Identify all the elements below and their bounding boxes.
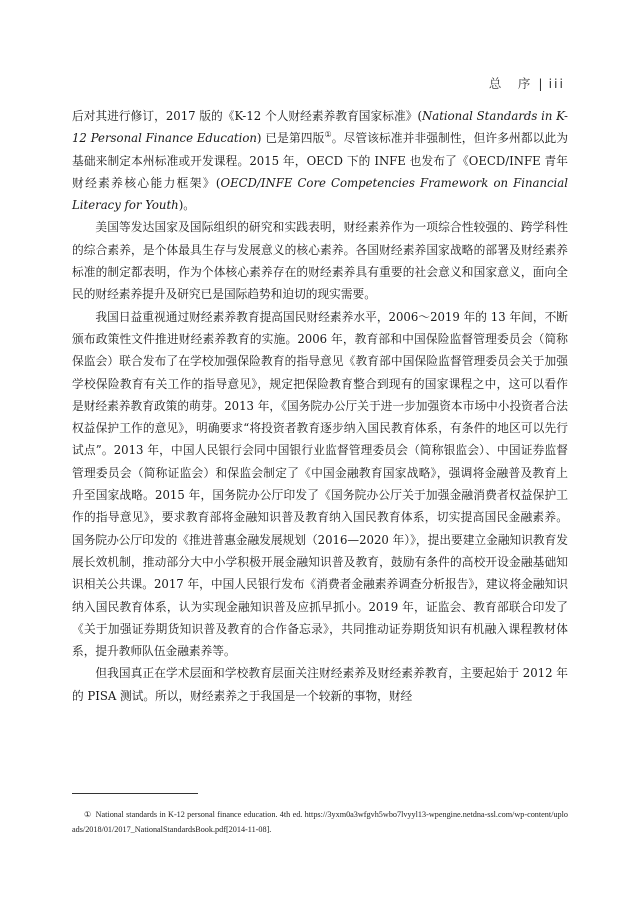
paragraph-1	[72, 105, 568, 216]
p1-text-d: 。尽管该标准并非强制性，但许多州都以此为基础来制定本州标准或开发课程。2015 年，OECD 下的 INFE 也发布了《OECD/INFE 青年财经素养核心能力框架》(	[72, 131, 569, 190]
running-header	[489, 74, 565, 92]
body-text	[72, 105, 568, 707]
header-separator: |	[538, 76, 543, 91]
p1-english-title-2: OECD/INFE Core Competencies Framework on Financial Literacy for Youth	[72, 175, 568, 213]
paragraph-2: 美国等发达国家及国际组织的研究和实践表明，财经素养作为一项综合性较强的、跨学科性的综合素养，是个体最具生存与发展意义的核心素养。各国财经素养国家战略的部署及财经素养标准的制定都表明，作为个体核心素养存在的财经素养具有重要的社会意义和国家意义，面向全民的财经素养提升及研究已是国际趋势和迫切的现实需要。	[72, 220, 568, 302]
p1-text-a: 后对其进行修订，2017 版的《K-12 个人财经素养教育国家标准》(	[72, 109, 423, 123]
section-title: 总 序	[488, 76, 533, 91]
footnote-text: National standards in K-12 personal finance education. 4th ed. https://3yxm0a3wfgvh5wbo7lvyyl13-wpengine.netdna-ssl.com/wp-content/uploads/2018/01/2017_NationalStandardsBook.pdf[2014-11-08].	[72, 810, 568, 834]
p1-text-f: )。	[178, 198, 195, 213]
footnote	[72, 807, 568, 837]
footnote-marker: ①	[84, 810, 92, 819]
paragraph-4: 但我国真正在学术层面和学校教育层面关注财经素养及财经素养教育，主要起始于 2012 年的 PISA 测试。所以，财经素养之于我国是一个较新的事物，财经	[72, 666, 568, 703]
p1-english-title-1: National Standards in K-12 Personal Finance Education	[72, 109, 568, 146]
page-number: iii	[548, 76, 565, 91]
footnote-rule	[72, 793, 198, 794]
footnote-ref[interactable]: ①	[324, 130, 332, 140]
paragraph-3: 我国日益重视通过财经素养教育提高国民财经素养水平，2006～2019 年的 13 年间，不断颁布政策性文件推进财经素养教育的实施。2006 年，教育部和中国保险监督管理委员会（简称保监会）联合发布了在学校加强保险教育的指导意见《教育部中国保险监督管理委员会关于加强学校保险教育有关工作的指导意见》，规定把保险教育整合到现有的国家课程之中，这可以看作是财经素养教育政策的萌芽。2013 年，《国务院办公厅关于进一步加强资本市场中小投资者合法权益保护工作的意见》，明确要求“将投资者教育逐步纳入国民教育体系，有条件的地区可以先行试点”。2013 年，中国人民银行会同中国银行业监督管理委员会（简称银监会）、中国证券监督管理委员会（简称证监会）和保监会制定了《中国金融教育国家战略》，强调将金融普及教育上升至国家战略。2015 年，国务院办公厅印发了《国务院办公厅关于加强金融消费者权益保护工作的指导意见》，要求教育部将金融知识普及教育纳入国民教育体系，切实提高国民金融素养。国务院办公厅印发的《推进普惠金融发展规划（2016—2020 年）》，提出要建立金融知识教育发展长效机制，推动部分大中小学积极开展金融知识普及教育，鼓励有条件的高校开设金融基础知识相关公共课。2017 年，中国人民银行发布《消费者金融素养调查分析报告》，建议将金融知识纳入国民教育体系，认为实现金融知识普及应抓早抓小。2019 年，证监会、教育部联合印发了《关于加强证券期货知识普及教育的合作备忘录》，共同推动证券期货知识有机融入课程教材体系，提升教师队伍金融素养等。	[72, 309, 568, 659]
p1-text-c: ) 已是第四版	[256, 131, 325, 146]
